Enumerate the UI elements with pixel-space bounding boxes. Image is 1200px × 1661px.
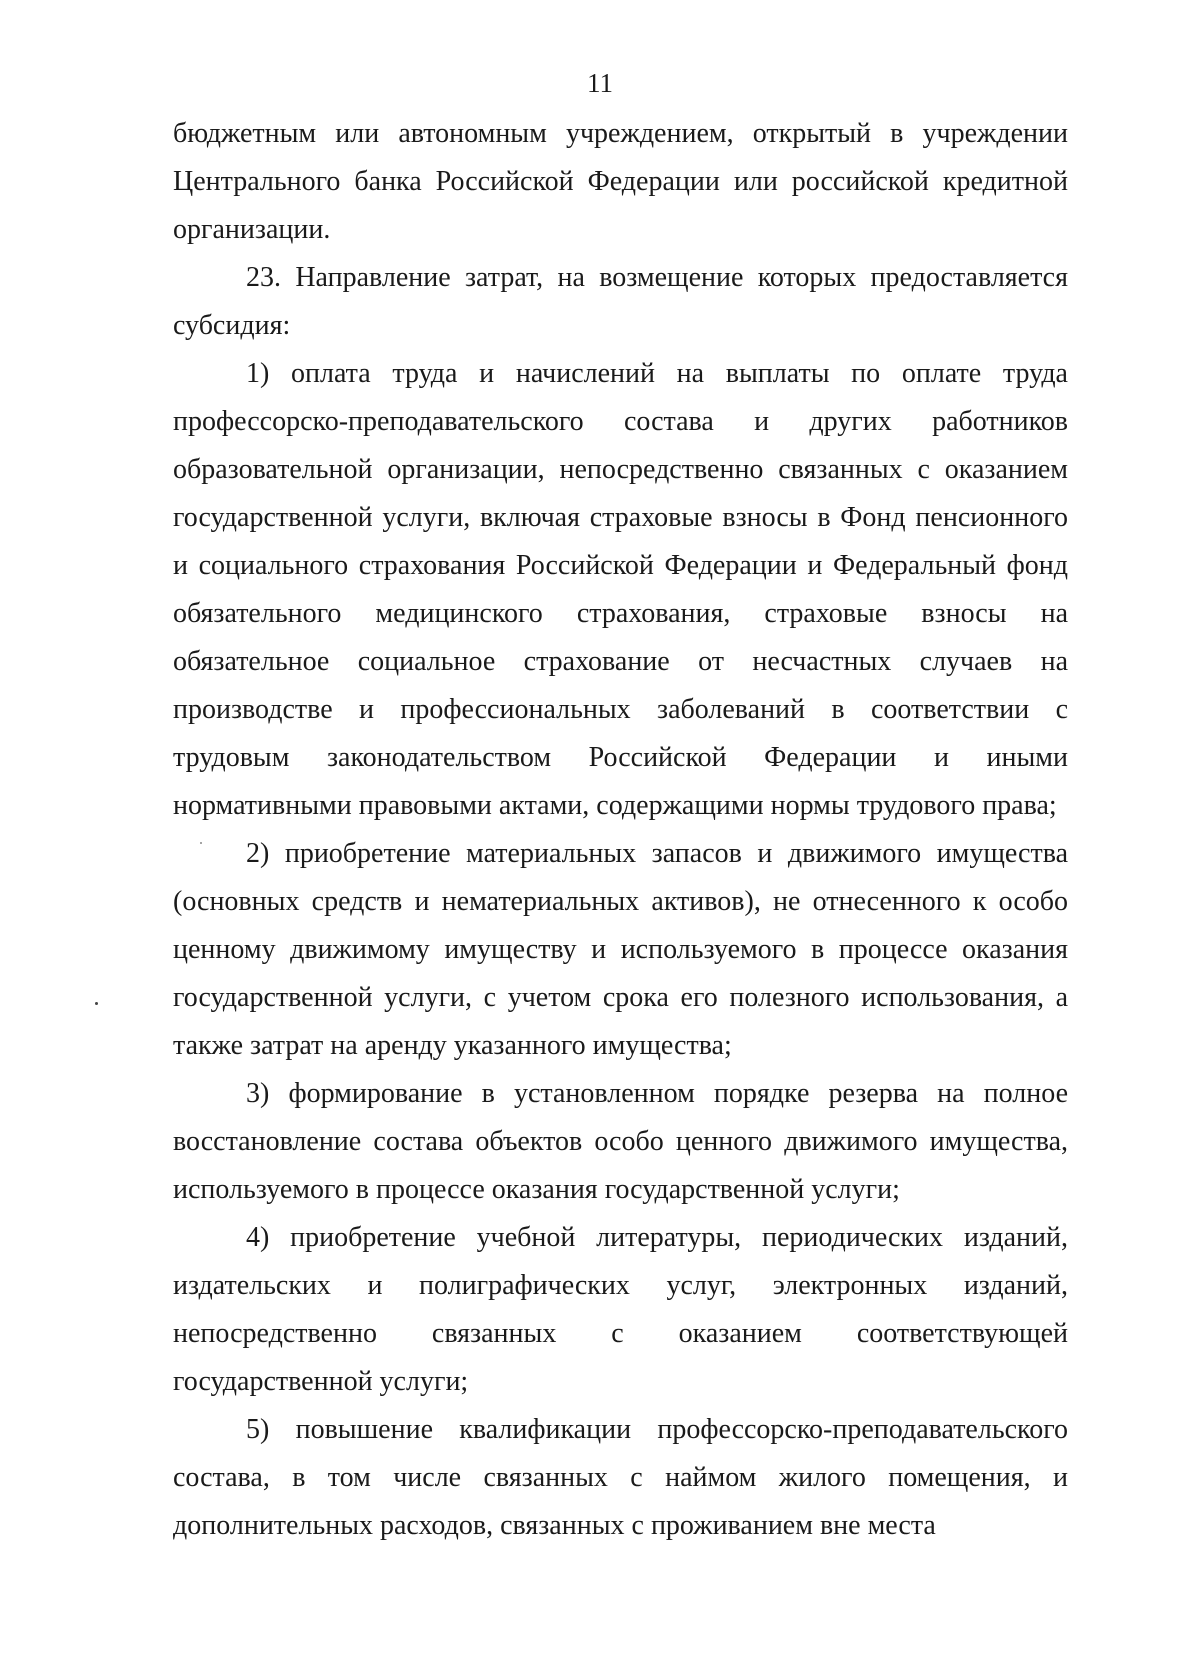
paragraph-continuation: бюджетным или автономным учреждением, открытый в учреждении Центрального банка Российской Федерации или российской кредитной организации. [173, 118, 1068, 245]
paragraph-subitem-2: 2) приобретение материальных запасов и движимого имущества (основных средств и нематериальных активов), не отнесенного к особо ценному движимому имуществу и используемого в процессе оказания государственной услуги, с учетом срока его полезного использования, а также затрат на аренду указанного имущества; [173, 838, 1068, 1061]
paragraph-subitem-4: 4) приобретение учебной литературы, периодических изданий, издательских и полиграфических услуг, электронных изданий, непосредственно связанных с оказанием соответствующей государственной услуги; [173, 1222, 1068, 1397]
page-number: 11 [587, 68, 613, 98]
scan-speck [95, 1002, 98, 1005]
paragraph-subitem-1: 1) оплата труда и начислений на выплаты по оплате труда профессорско-преподавательского состава и других работников образовательной организации, непосредственно связанных с оказанием государственной услуги, включая страховые взносы в Фонд пенсионного и социального страхования Российской Федерации и Федеральный фонд обязательного медицинского страхования, страховые взносы на обязательное социальное страхование от несчастных случаев на производстве и профессиональных заболеваний в соответствии с трудовым законодательством Российской Федерации и иными нормативными правовыми актами, содержащими нормы трудового права; [173, 358, 1068, 821]
paragraph-subitem-3: 3) формирование в установленном порядке резерва на полное восстановление состава объектов особо ценного движимого имущества, используемого в процессе оказания государственной услуги; [173, 1078, 1068, 1205]
paragraph-subitem-5: 5) повышение квалификации профессорско-преподавательского состава, в том числе связанных с наймом жилого помещения, и дополнительных расходов, связанных с проживанием вне места [173, 1414, 1068, 1541]
paragraph-item-23: 23. Направление затрат, на возмещение которых предоставляется субсидия: [173, 262, 1068, 341]
scan-speck [200, 842, 202, 844]
document-body [173, 110, 1068, 1550]
